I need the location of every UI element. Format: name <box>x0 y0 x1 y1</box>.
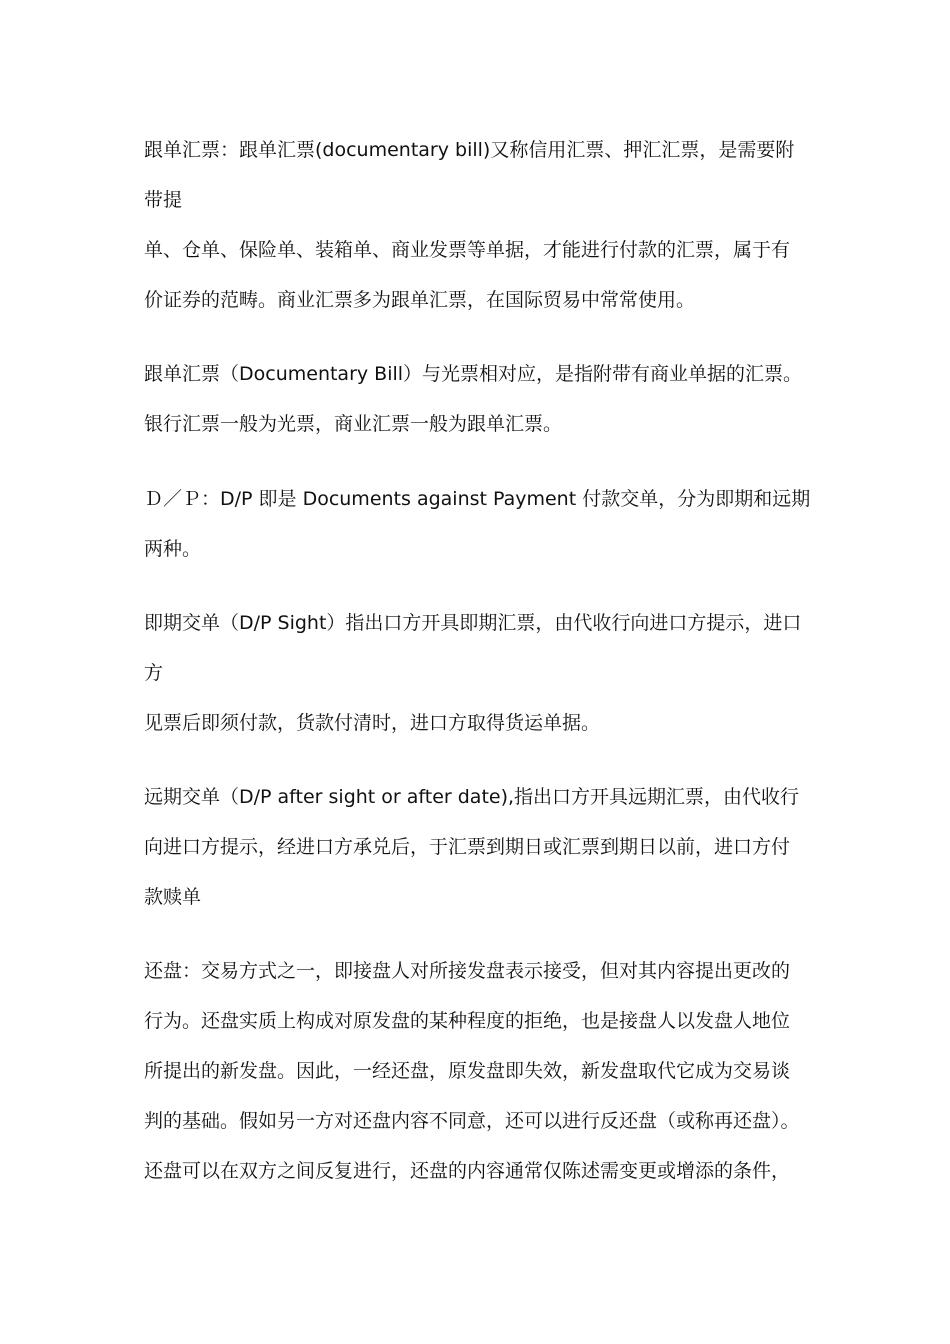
text-line: 单、仓单、保险单、装箱单、商业发票等单据，才能进行付款的汇票，属于有 <box>144 239 791 261</box>
text-line: 判的基础。假如另一方对还盘内容不同意，还可以进行反还盘（或称再还盘）。 <box>144 1110 800 1132</box>
text-line: 向进口方提示，经进口方承兑后，于汇票到期日或汇票到期日以前，进口方付 <box>144 836 791 858</box>
text-line: Ｄ／Ｐ：D/P 即是 Documents against Payment 付款交单，分为即期和远期 <box>144 488 811 510</box>
text-line: 远期交单（D/P after sight or after date),指出口方开具远期汇票，由代收行 <box>144 786 800 808</box>
text-line: 价证券的范畴。商业汇票多为跟单汇票，在国际贸易中常常使用。 <box>144 289 696 311</box>
text-line: 行为。还盘实质上构成对原发盘的某种程度的拒绝，也是接盘人以发盘人地位 <box>144 1010 791 1032</box>
text-line: 银行汇票一般为光票，商业汇票一般为跟单汇票。 <box>144 413 563 435</box>
text-line: 还盘：交易方式之一，即接盘人对所接发盘表示接受，但对其内容提出更改的 <box>144 960 791 982</box>
text-line: 方 <box>144 662 164 684</box>
text-line: 跟单汇票（Documentary Bill）与光票相对应，是指附带有商业单据的汇票。 <box>144 363 803 385</box>
text-line: 即期交单（D/P Sight）指出口方开具即期汇票，由代收行向进口方提示，进口 <box>144 612 802 634</box>
text-line: 所提出的新发盘。因此，一经还盘，原发盘即失效，新发盘取代它成为交易谈 <box>144 1060 791 1082</box>
text-line: 两种。 <box>144 538 202 560</box>
text-line: 还盘可以在双方之间反复进行，还盘的内容通常仅陈述需变更或增添的条件， <box>144 1160 791 1182</box>
text-line: 跟单汇票：跟单汇票(documentary bill)又称信用汇票、押汇汇票，是需要附 <box>144 139 795 161</box>
text-line: 款赎单 <box>144 886 202 908</box>
text-line: 带提 <box>144 189 183 211</box>
text-line: 见票后即须付款，货款付清时，进口方取得货运单据。 <box>144 712 601 734</box>
